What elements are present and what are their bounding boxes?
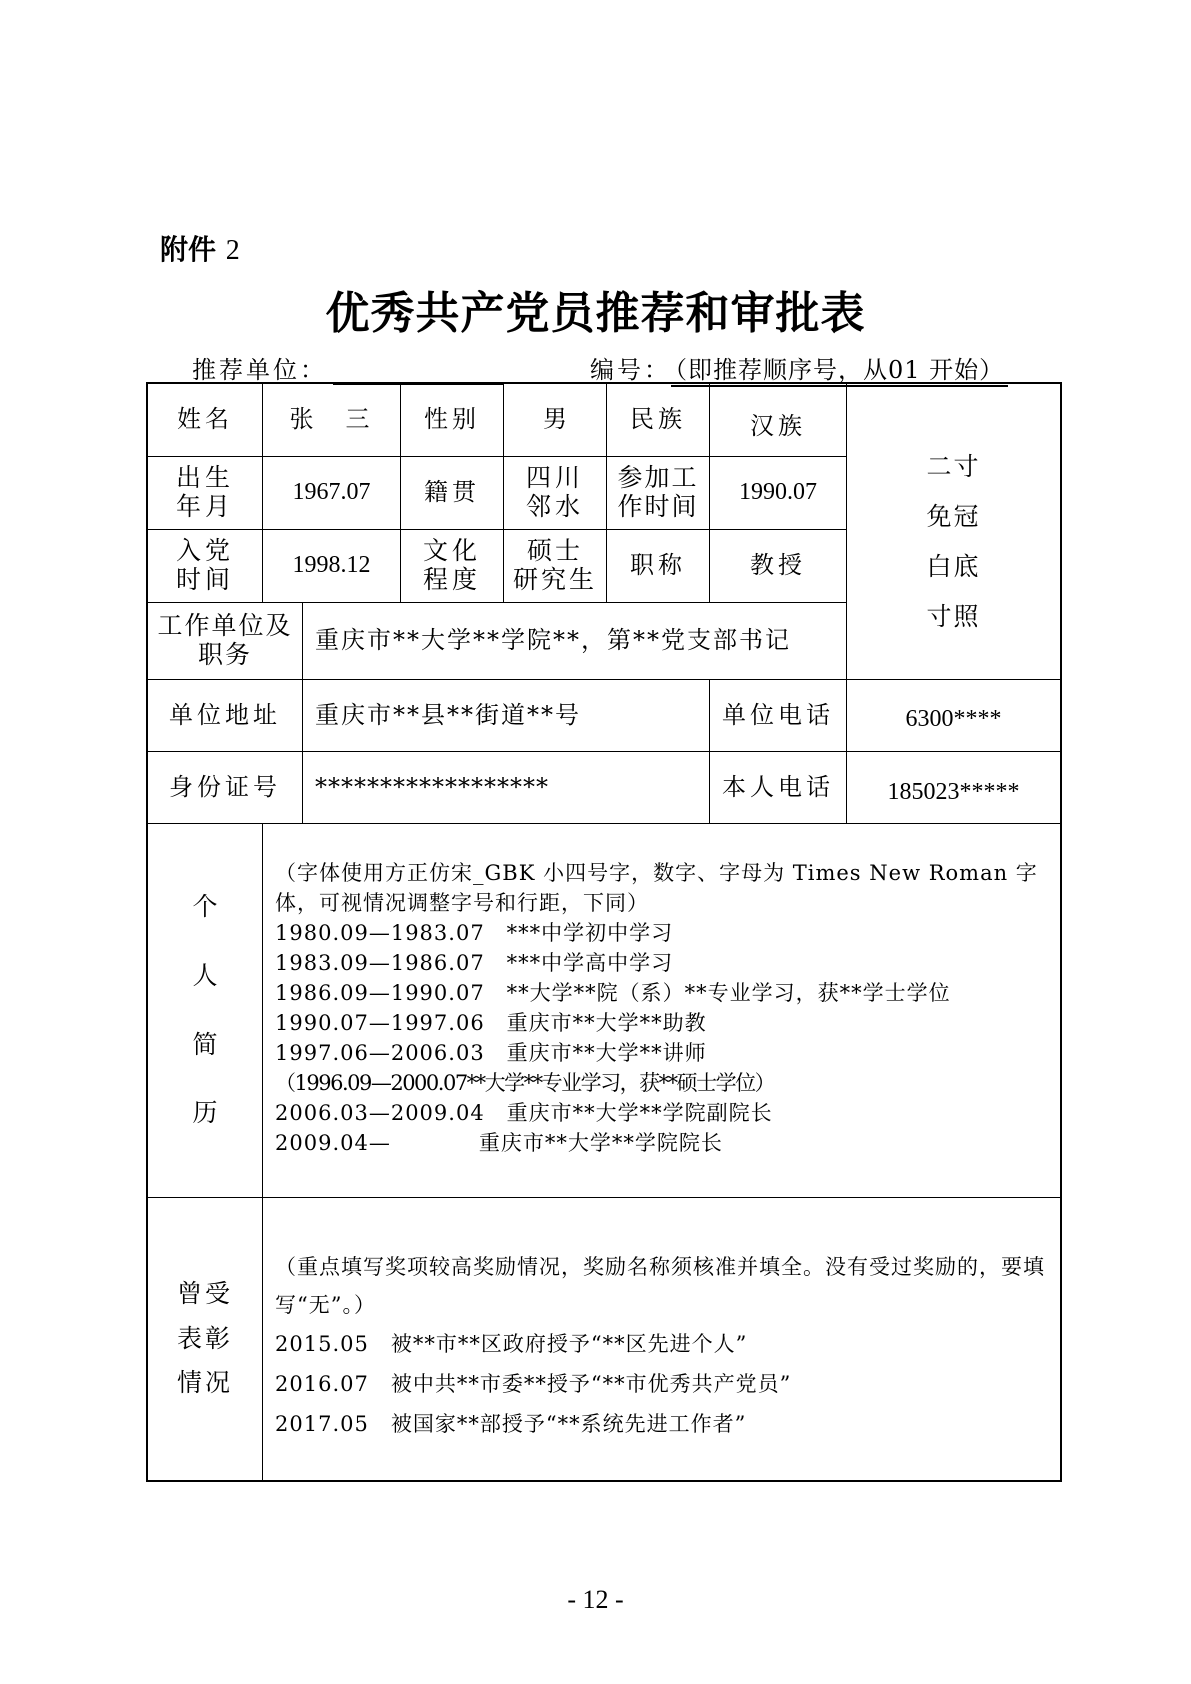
- resume-entry: 2006.03—2009.04 重庆市**大学**学院副院长: [275, 1101, 773, 1125]
- awards-note: （重点填写奖项较高奖励情况，奖励名称须核准并填全。没有受过奖励的，要填写“无”。）: [275, 1255, 1045, 1317]
- mobile-phone-label: 本人电话: [710, 752, 847, 824]
- resume-entry: 1997.06—2006.03 重庆市**大学**讲师: [275, 1041, 707, 1065]
- education-label: [401, 530, 504, 603]
- birth-label-line: 年月: [175, 492, 234, 521]
- page-number: - 12 -: [567, 1585, 624, 1614]
- office-phone-value: 6300****: [847, 680, 1060, 752]
- party-join-label-line: 入党: [175, 536, 234, 566]
- party-join-label: [148, 530, 263, 603]
- address-label: 单位地址: [148, 680, 303, 752]
- birth-label: [148, 457, 263, 530]
- awards-content: [263, 1198, 1060, 1480]
- resume-label: [148, 824, 263, 1198]
- attachment-number: 2: [225, 235, 240, 266]
- resume-entry: 1990.07—1997.06 重庆市**大学**助教: [275, 1011, 707, 1035]
- ethnicity-label: 民族: [607, 384, 710, 457]
- native-place-value: [504, 457, 607, 530]
- education-value-line: 硕士: [526, 536, 583, 566]
- education-value-line: 研究生: [512, 565, 597, 594]
- photo-placeholder: [847, 384, 1060, 680]
- gender-value: 男: [504, 384, 607, 457]
- native-place-line: 四川: [525, 463, 584, 493]
- awards-label-line: 曾受: [176, 1278, 233, 1308]
- education-value: [504, 530, 607, 603]
- award-entry: 2015.05 被**市**区政府授予“**区先进个人”: [275, 1332, 748, 1356]
- recommendation-form: [146, 382, 1062, 1482]
- ethnicity-value: 汉族: [710, 384, 847, 457]
- resume-label-char: 简: [192, 1029, 218, 1059]
- name-label: 姓名: [148, 384, 263, 457]
- page-title: 优秀共产党员推荐和审批表: [325, 288, 866, 339]
- mobile-phone-value: 185023*****: [847, 752, 1060, 824]
- resume-entry: 1983.09—1986.07 ***中学高中学习: [275, 951, 674, 975]
- attachment-label: [160, 228, 240, 268]
- resume-entry: 1986.09—1990.07 **大学**院（系）**专业学习，获**学士学位: [275, 981, 951, 1005]
- serial-number-label: 编号：: [590, 356, 671, 384]
- awards-label-line: 表彰: [176, 1323, 233, 1353]
- name-value: 张 三: [263, 384, 401, 457]
- birth-value: 1967.07: [263, 457, 401, 530]
- address-value: 重庆市**县**街道**号: [303, 680, 710, 752]
- work-start-label: [607, 457, 710, 530]
- work-start-label-line: 作时间: [617, 492, 699, 521]
- professional-title-label: 职称: [607, 530, 710, 603]
- party-join-label-line: 时间: [175, 565, 234, 594]
- party-join-value: 1998.12: [263, 530, 401, 603]
- work-start-value: 1990.07: [710, 457, 847, 530]
- resume-entry: 2009.04— 重庆市**大学**学院院长: [275, 1131, 723, 1155]
- photo-line: 白底: [926, 552, 981, 581]
- serial-number-value: （即推荐顺序号，从01 开始）: [671, 356, 1008, 387]
- position-label-line: 职务: [197, 640, 252, 669]
- resume-label-char: 历: [192, 1098, 218, 1128]
- resume-content: [263, 824, 1060, 1198]
- awards-label: [148, 1198, 263, 1480]
- attachment-text: 附件: [160, 233, 217, 266]
- award-entry: 2017.05 被国家**部授予“**系统先进工作者”: [275, 1412, 747, 1436]
- resume-entry: （1996.09—2000.07**大学**专业学习，获**硕士学位）: [275, 1071, 775, 1095]
- photo-line: 免冠: [926, 502, 981, 531]
- native-place-line: 邻水: [525, 492, 584, 521]
- professional-title-value: 教授: [710, 530, 847, 603]
- id-number-value: ******************: [303, 752, 710, 824]
- resume-entry: 1980.09—1983.07 ***中学初中学习: [275, 921, 674, 945]
- position-label: [148, 603, 303, 680]
- photo-line: 二寸: [926, 452, 981, 481]
- resume-label-char: 人: [192, 960, 218, 990]
- id-number-label: 身份证号: [148, 752, 303, 824]
- birth-label-line: 出生: [175, 463, 234, 493]
- work-start-label-line: 参加工: [617, 463, 699, 493]
- education-label-line: 文化: [422, 536, 481, 566]
- recommending-unit-label: 推荐单位：: [192, 356, 327, 384]
- position-label-line: 工作单位及: [157, 611, 293, 641]
- award-entry: 2016.07 被中共**市委**授予“**市优秀共产党员”: [275, 1372, 792, 1396]
- recommending-unit: [192, 350, 503, 385]
- education-label-line: 程度: [422, 565, 481, 594]
- photo-line: 寸照: [926, 602, 981, 631]
- position-value: 重庆市**大学**学院**，第**党支部书记: [303, 603, 847, 680]
- gender-label: 性别: [401, 384, 504, 457]
- serial-number: [590, 350, 1008, 385]
- resume-label-char: 个: [192, 892, 218, 921]
- native-place-label: 籍贯: [401, 457, 504, 530]
- awards-label-line: 情况: [176, 1368, 233, 1398]
- office-phone-label: 单位电话: [710, 680, 847, 752]
- resume-note: （字体使用方正仿宋_GBK 小四号字，数字、字母为 Times New Roman 字体，可视情况调整字号和行距，下同）: [275, 861, 1038, 915]
